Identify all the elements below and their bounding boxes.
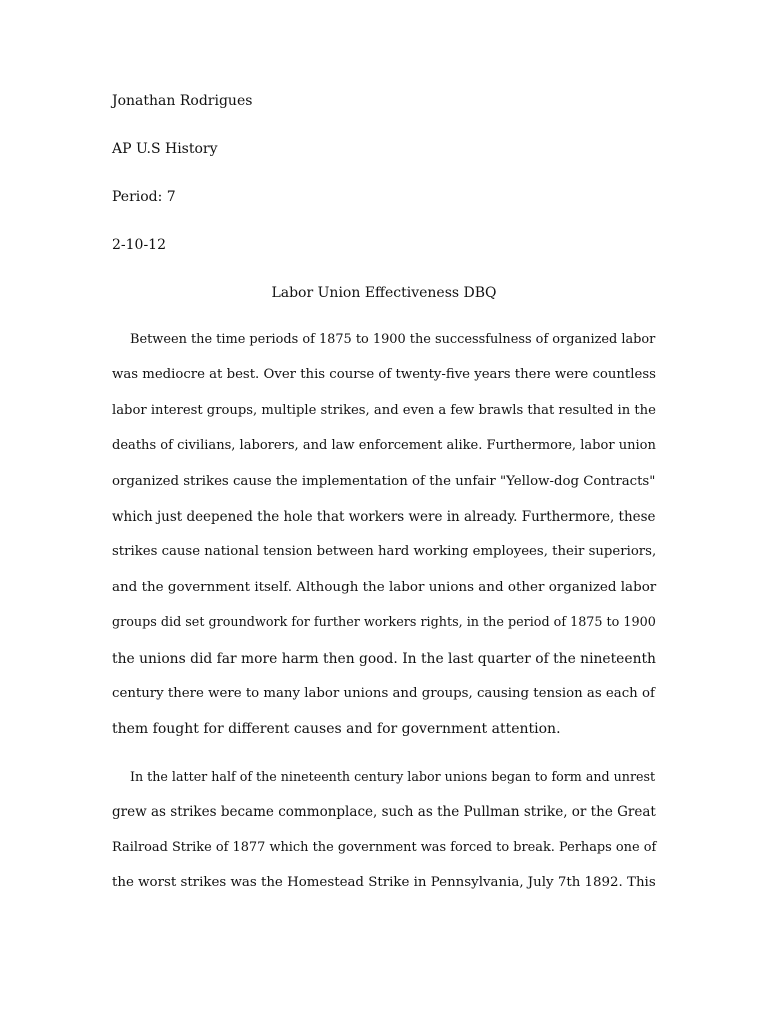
paragraph-line: groups did set groundwork for further workers rights, in the period of 1875 to 1900 <box>112 615 656 630</box>
document-date: 2-10-12 <box>112 237 166 253</box>
paragraph-line: Between the time periods of 1875 to 1900 the successfulness of organized labor <box>130 332 656 347</box>
paragraph-line: which just deepened the hole that workers were in already. Furthermore, these <box>112 509 656 525</box>
course-name: AP U.S History <box>112 141 218 157</box>
paragraph-line: the unions did far more harm then good. In the last quarter of the nineteenth <box>112 651 656 667</box>
paragraph-line: Railroad Strike of 1877 which the government was forced to break. Perhaps one of <box>112 840 657 855</box>
paragraph-line: century there were to many labor unions and groups, causing tension as each of <box>112 686 655 701</box>
paragraph-line: organized strikes cause the implementation of the unfair "Yellow-dog Contracts" <box>112 474 656 489</box>
author-name: Jonathan Rodrigues <box>112 93 253 109</box>
paragraph-line: and the government itself. Although the labor unions and other organized labor <box>112 580 657 595</box>
paragraph-line: the worst strikes was the Homestead Strike in Pennsylvania, July 7th 1892. This <box>112 875 656 890</box>
class-period: Period: 7 <box>112 189 176 205</box>
paragraph-line: strikes cause national tension between hard working employees, their superiors, <box>112 544 657 559</box>
paragraph-line: them fought for different causes and for government attention. <box>112 721 561 737</box>
paragraph-line: grew as strikes became commonplace, such as the Pullman strike, or the Great <box>112 804 656 820</box>
document-title: Labor Union Effectiveness DBQ <box>271 285 497 301</box>
paragraph-line: was mediocre at best. Over this course of twenty-five years there were countless <box>112 367 656 382</box>
paragraph-line: In the latter half of the nineteenth century labor unions began to form and unrest <box>130 769 656 784</box>
paragraph-line: labor interest groups, multiple strikes, and even a few brawls that resulted in the <box>112 403 656 418</box>
paragraph-line: deaths of civilians, laborers, and law enforcement alike. Furthermore, labor union <box>112 438 656 453</box>
